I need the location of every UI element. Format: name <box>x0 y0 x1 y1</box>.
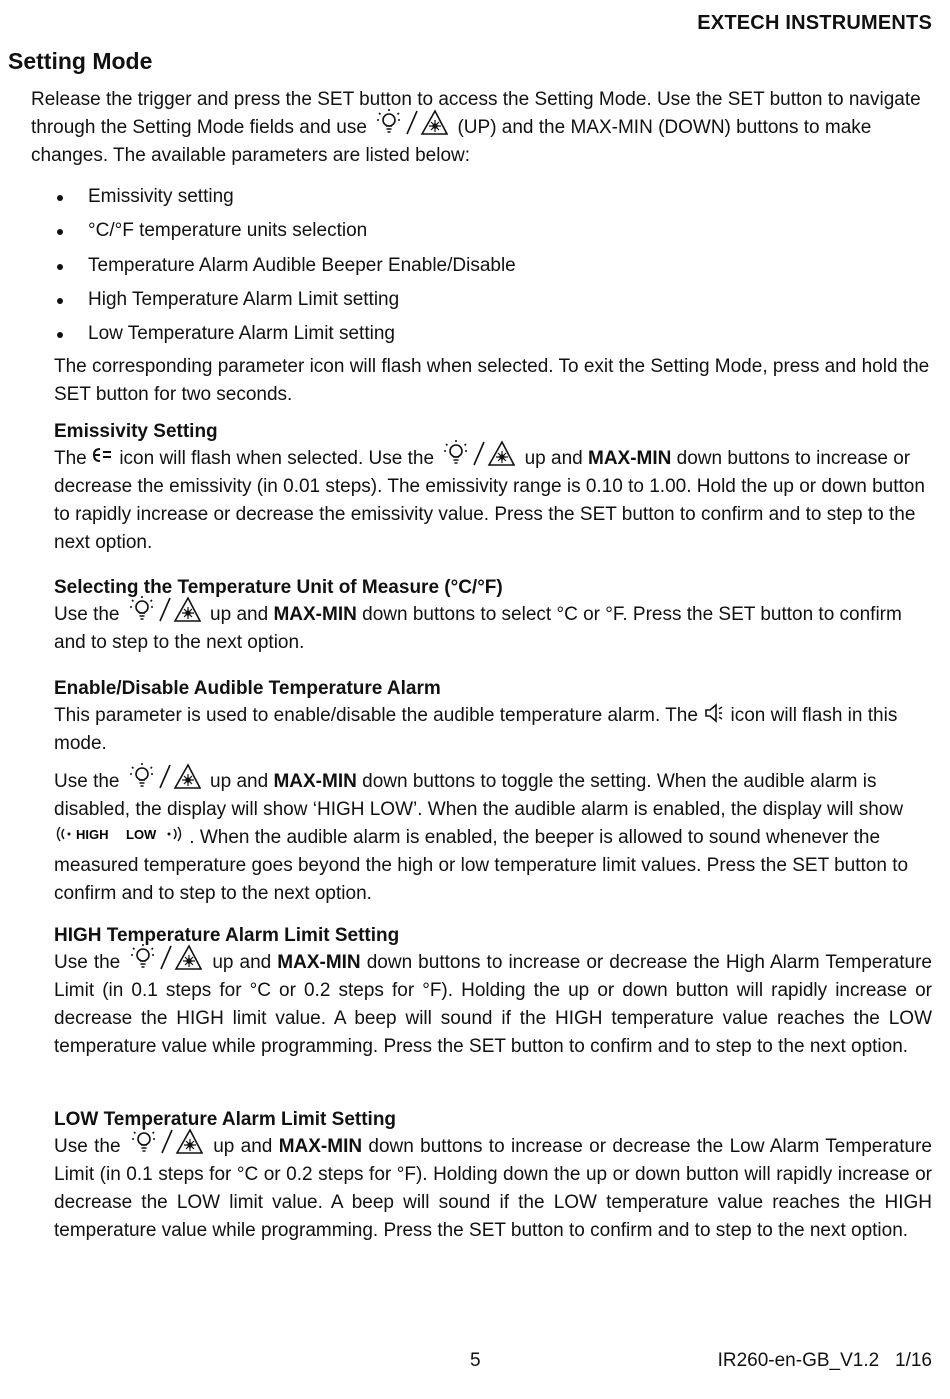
text-run: up and <box>210 604 269 626</box>
exit-note <box>54 353 932 409</box>
section-title: Setting Mode <box>8 48 153 74</box>
intro-text-2: (UP) and the MAX-MIN (DOWN) buttons to make changes. The available parameters are listed below: <box>31 117 872 167</box>
list-item: Emissivity setting <box>54 182 914 216</box>
brand-header: EXTECH INSTRUMENTS <box>697 12 932 34</box>
unit-body <box>54 601 932 657</box>
high-label: HIGH <box>76 827 109 842</box>
text-run: up and <box>210 771 269 793</box>
bulb-laser-icon <box>129 595 201 623</box>
bulb-laser-icon <box>443 439 515 467</box>
text-run: Use the <box>54 604 120 626</box>
emissivity-body <box>54 445 932 557</box>
high-heading: HIGH Temperature Alarm Limit Setting <box>54 925 400 946</box>
bulb-laser-icon <box>131 1127 203 1155</box>
text-run: up and <box>524 448 583 470</box>
unit-section <box>54 575 932 657</box>
bulb-laser-icon <box>130 943 202 971</box>
text-run: up and <box>213 1136 273 1158</box>
list-item: Low Temperature Alarm Limit setting <box>54 319 914 353</box>
bulb-laser-icon <box>129 762 201 790</box>
text-run: Use the <box>54 771 120 793</box>
document-id: IR260-en-GB_V1.2 1/16 <box>717 1350 932 1371</box>
text-run: down buttons to increase or decrease the emissivity (in 0.01 steps). The emissivity range is 0.10 to 1.00. Hold the up or down button to rapidly increase or decrease the emissivity value. Press the SET button to confirm and to step to the next option. <box>54 448 925 554</box>
alarm-body-2 <box>54 768 932 908</box>
max-min-label: MAX-MIN <box>273 604 357 626</box>
alarm-body-1 <box>54 702 932 758</box>
text-run: down buttons to increase or decrease the Low Alarm Temperature Limit (in 0.1 steps for °C or 0.2 steps for °F). Holding down the up or down button will rapidly increase or decrease the LOW limit value. A beep will sound if the LOW temperature value reaches the HIGH temperature value while programming. Press the SET button to confirm and to step to the next option. <box>54 1136 932 1242</box>
low-body <box>54 1133 932 1245</box>
low-limit-section <box>54 1107 932 1245</box>
text-run: icon will flash when selected. Use the <box>119 448 435 470</box>
text-run: down buttons to increase or decrease the High Alarm Temperature Limit (in 0.1 steps for °C or 0.2 steps for °F). Holding the up or down button will rapidly increase or decrease the HIGH limit value. A beep will sound if the HIGH temperature value reaches the LOW temperature value while programming. Press the SET button to confirm and to step to the next option. <box>54 952 932 1058</box>
max-min-label: MAX-MIN <box>273 771 357 793</box>
max-min-label: MAX-MIN <box>277 952 361 974</box>
text-run: down buttons to toggle the setting. When the audible alarm is disabled, the display will show ‘HIGH LOW’. When the audible alarm is enabled, the display will show <box>54 771 904 821</box>
exit-text: The corresponding parameter icon will flash when selected. To exit the Setting Mode, press and hold the SET button for two seconds. <box>54 356 930 405</box>
alarm-section <box>54 676 932 908</box>
low-label: LOW <box>126 827 157 842</box>
unit-heading: Selecting the Temperature Unit of Measure (°C/°F) <box>54 577 503 598</box>
text-run: . When the audible alarm is enabled, the beeper is allowed to sound whenever the measured temperature goes beyond the high or low temperature limit values. Press the SET button to confirm and to step to the next option. <box>54 827 909 905</box>
text-run: up and <box>212 952 272 974</box>
parameter-list <box>54 182 914 353</box>
page-number: 5 <box>470 1350 481 1371</box>
list-item: Temperature Alarm Audible Beeper Enable/Disable <box>54 251 914 285</box>
max-min-label: MAX-MIN <box>278 1136 363 1158</box>
max-min-label: MAX-MIN <box>588 448 672 470</box>
text-run: The <box>54 448 87 470</box>
speaker-icon <box>703 703 723 723</box>
text-run: This parameter is used to enable/disable the audible temperature alarm. The <box>54 705 698 726</box>
list-item: °C/°F temperature units selection <box>54 216 914 250</box>
list-item: High Temperature Alarm Limit setting <box>54 285 914 319</box>
emissivity-heading: Emissivity Setting <box>54 421 218 442</box>
high-low-alarm-icon <box>54 824 184 844</box>
text-run: icon will flash in this mode. <box>54 705 898 754</box>
bulb-laser-icon <box>376 108 448 136</box>
alarm-heading: Enable/Disable Audible Temperature Alarm <box>54 678 441 699</box>
high-body <box>54 949 932 1061</box>
intro-text-1: Release the trigger and press the SET button to access the Setting Mode. Use the SET button to navigate through the Setting Mode fields and use <box>31 89 921 139</box>
emissivity-section <box>54 419 932 557</box>
text-run: down buttons to select °C or °F. Press the SET button to confirm and to step to the next option. <box>54 604 902 654</box>
emissivity-icon <box>92 446 112 466</box>
low-heading: LOW Temperature Alarm Limit Setting <box>54 1109 397 1130</box>
high-limit-section <box>54 923 932 1061</box>
intro-paragraph <box>31 86 921 170</box>
text-run: Use the <box>54 1136 121 1158</box>
text-run: Use the <box>54 952 121 974</box>
